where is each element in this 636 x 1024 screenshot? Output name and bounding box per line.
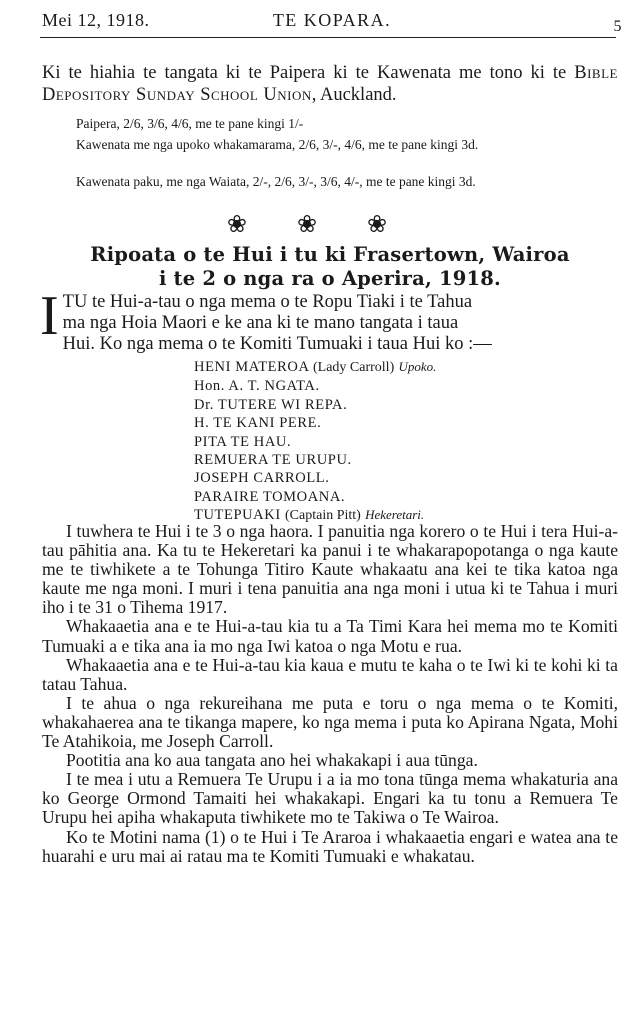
article-intro (40, 285, 618, 355)
notice-location: , Auckland. (311, 85, 397, 105)
bible-notice (42, 62, 618, 106)
roster-entry: HENI MATEROA (Lady Carroll) Upoko. (194, 359, 437, 375)
roster-entry: Hon. A. T. NGATA. (194, 378, 320, 395)
issue-date: Mei 12, 1918. (42, 10, 150, 30)
publication-title: TE KOPARA. (272, 10, 392, 30)
price-line-testaments-annotated: Kawenata me nga upoko whakamarama, 2/6, 3/-, 4/6, me te pane kingi 3d. (76, 137, 479, 152)
page-number: 5 (613, 18, 622, 35)
intro-line-3: Hui. Ko nga mema o te Komiti Tumuaki i taua Hui ko :— (62, 334, 492, 354)
intro-line-2: ma nga Hoia Maori e ke ana ki te mano tangata i taua (62, 313, 459, 333)
paragraph-fund-collection: Whakaaetia ana e te Hui-a-tau kia kaua e mutu te kaha o te Iwi ki te kohi ki ta tatau Tahua. (42, 654, 618, 694)
drop-cap: I (40, 285, 59, 347)
header-rule (40, 37, 616, 38)
roster-entry: Dr. TUTERE WI REPA. (194, 396, 348, 413)
committee-roster (194, 358, 614, 526)
roster-entry: H. TE KANI PERE. (194, 415, 322, 432)
running-header (42, 8, 622, 36)
section-ornament: ❀ ❀ ❀ (226, 212, 410, 238)
roster-entry: PARAIRE TOMOANA. (194, 488, 346, 505)
article-heading-line-1: Ripoata o te Hui i tu ki Frasertown, Wairoa (90, 243, 570, 266)
article-body (42, 522, 618, 866)
paragraph-replacement: I te mea i utu a Remuera Te Urupu i a ia mo tona tūnga mema whakaturia ana ko George Ormond Tamaiti hei whakakapi. Engari ka tu tonu a Remuera Te Urupu hei apiha whakaputa tiwhikete mo te Takiwa o Te Wairoa. (42, 769, 618, 828)
roster-entry: JOSEPH CARROLL. (194, 470, 330, 487)
price-line-bibles: Paipera, 2/6, 3/6, 4/6, me te pane kingi 1/- (76, 116, 304, 131)
paragraph-reelection: Pootitia ana ko aua tangata ano hei whakakapi i aua tūnga. (66, 750, 478, 771)
price-line-testaments-hymns: Kawenata paku, me nga Waiata, 2/-, 2/6, 3/-, 3/6, 4/-, me te pane kingi 3d. (76, 174, 476, 189)
notice-organisation: Bible Depository Sunday School Union (42, 63, 618, 105)
article-heading (42, 243, 618, 291)
paragraph-committee-member: Whakaaetia ana e te Hui-a-tau kia tu a Ta Timi Kara hei mema mo te Komiti Tumuaki a e tika ana ia mo nga Iwi katoa o nga Motu e rua. (42, 616, 618, 656)
roster-entry: TUTEPUAKI (Captain Pitt) Hekeretari. (194, 507, 425, 524)
paragraph-meeting-opened: I tuwhera te Hui i te 3 o nga haora. I panuitia nga korero o te Hui i tera Hui-a-tau pāhitia ana. Ka tu te Hekeretari ka panui i te whakarapopotanga o nga kaute me te tiwhikete a te Tohunga Titiro Kaute whakaatu ana kei te tika katoa nga kaute me nga moni. I muri i tena panuitia ana nga moni i utua ki te Tahua i muri iho i te 31 o Tihema 1917. (42, 521, 618, 618)
article-heading-line-2: i te 2 o nga ra o Aperira, 1918. (158, 267, 502, 290)
intro-line-1: TU te Hui-a-tau o nga mema o te Ropu Tiaki i te Tahua (62, 292, 473, 312)
roster-entry: PITA TE HAU. (194, 433, 292, 450)
paragraph-retiring-members: I te ahua o nga rekureihana me puta e toru o nga mema o te Komiti, whakahaerea ana te tikanga mapere, ko nga mema i puta ko Apirana Ngata, Mohi Te Atahikoia, me Joseph Carroll. (42, 692, 618, 752)
notice-lead-text: Ki te hiahia te tangata ki te Paipera ki te Kawenata me tono ki te (42, 63, 575, 83)
roster-entry: REMUERA TE URUPU. (194, 452, 352, 469)
paragraph-motion: Ko te Motini nama (1) o te Hui i Te Araroa i whakaaetia engari e watea ana te huarahi e uru mai ai ratau ma te Komiti Tumuaki e whakatau. (42, 826, 618, 866)
